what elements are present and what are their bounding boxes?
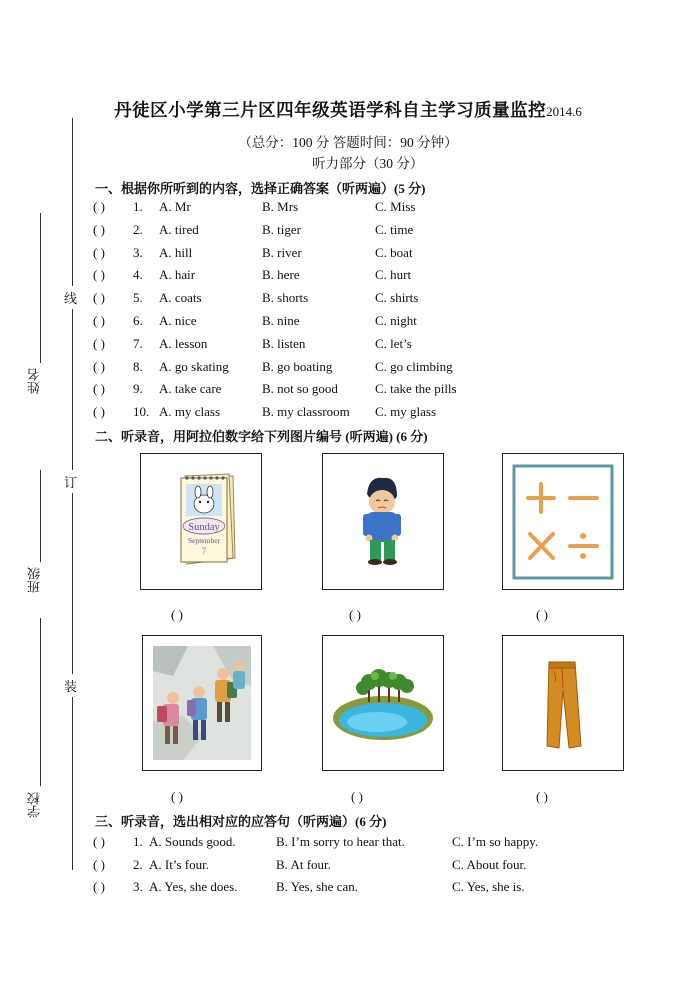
question-number: 3.	[133, 244, 143, 260]
picture-math-symbols	[502, 453, 624, 590]
option-c: C. boat	[375, 244, 413, 260]
trousers-icon	[503, 636, 623, 770]
option-c: C. my glass	[375, 404, 437, 420]
option-a: A. hair	[159, 267, 196, 283]
exam-subtitle: （总分：100 分 答题时间：90 分钟）	[238, 135, 458, 150]
question-number: 5.	[133, 290, 143, 306]
option-b: B. here	[262, 267, 300, 283]
option-c: C. Yes, she is.	[452, 879, 525, 894]
section1-heading: 一、根据你所听到的内容，选择正确答案（听两遍）(5 分)	[95, 181, 426, 196]
option-a: A. my class	[159, 404, 221, 420]
calendar-month: September	[187, 536, 221, 545]
option-b: B. my classroom	[262, 404, 350, 420]
option-c: C. About four.	[452, 856, 527, 872]
option-c: C. night	[375, 313, 417, 328]
option-a: A. take care	[159, 381, 222, 397]
section2-heading: 二、听录音，用阿拉伯数字给下列图片编号 (听两遍) (6 分)	[95, 429, 428, 444]
option-b: B. shorts	[262, 290, 309, 306]
option-c: C. I’m so happy.	[452, 834, 539, 849]
exam-date: 2014.6	[546, 104, 582, 119]
option-a: A. coats	[159, 290, 202, 306]
option-c: C. time	[375, 221, 414, 237]
picture-trousers	[502, 635, 624, 771]
calendar-date: 7	[201, 546, 207, 556]
answer-blank-p5[interactable]: ( )	[351, 789, 363, 804]
question-number: 1.	[133, 834, 143, 849]
calendar-day: Sunday	[188, 522, 220, 533]
answer-blank[interactable]: ( )	[93, 199, 105, 214]
math-symbols-icon	[503, 454, 623, 589]
question-number: 8.	[133, 358, 143, 374]
question-number: 6.	[133, 313, 143, 328]
answer-blank[interactable]: ( )	[93, 856, 105, 872]
answer-blank[interactable]: ( )	[93, 221, 105, 237]
option-c: C. go climbing	[375, 358, 453, 374]
question-number: 1.	[133, 199, 143, 214]
option-b: B. At four.	[276, 856, 331, 872]
answer-blank[interactable]: ( )	[93, 267, 105, 283]
option-a: A. Mr	[159, 199, 191, 214]
answer-blank[interactable]: ( )	[93, 358, 105, 374]
picture-hikers	[142, 635, 262, 771]
answer-blank-p6[interactable]: ( )	[536, 789, 548, 804]
hikers-icon	[143, 636, 261, 770]
option-a: A. hill	[159, 244, 193, 260]
answer-blank[interactable]: ( )	[93, 335, 105, 351]
answer-blank-p4[interactable]: ( )	[171, 789, 183, 804]
exam-title	[0, 97, 696, 122]
name-label: 姓名	[27, 368, 42, 394]
option-b: B. river	[262, 244, 302, 260]
answer-blank[interactable]: ( )	[93, 244, 105, 260]
picture-lake	[322, 635, 444, 771]
option-b: B. I’m sorry to hear that.	[276, 834, 405, 849]
answer-blank[interactable]: ( )	[93, 879, 105, 894]
question-number: 4.	[133, 267, 143, 283]
binding-line	[72, 118, 73, 870]
option-b: B. tiger	[262, 221, 301, 237]
question-number: 3.	[133, 879, 143, 894]
answer-blank[interactable]: ( )	[93, 834, 105, 849]
question-number: 7.	[133, 335, 143, 351]
answer-blank[interactable]: ( )	[93, 381, 105, 397]
question-number: 10.	[133, 404, 150, 420]
sick-boy-icon	[323, 454, 443, 589]
school-field-line	[40, 618, 41, 786]
picture-sick-boy	[322, 453, 444, 590]
option-a: A. Sounds good.	[149, 834, 236, 849]
option-c: C. take the pills	[375, 381, 457, 397]
option-c: C. shirts	[375, 290, 419, 306]
option-b: B. nine	[262, 313, 300, 328]
option-a: A. lesson	[159, 335, 208, 351]
answer-blank[interactable]: ( )	[93, 313, 105, 328]
option-a: A. go skating	[159, 358, 229, 374]
answer-blank[interactable]: ( )	[93, 404, 105, 420]
listening-part-label: 听力部分（30 分）	[312, 156, 424, 171]
option-c: C. let’s	[375, 335, 412, 351]
picture-calendar	[140, 453, 262, 590]
option-a: A. It’s four.	[149, 856, 209, 872]
answer-blank-p2[interactable]: ( )	[349, 607, 361, 622]
question-number: 2.	[133, 856, 143, 872]
bind-char-line: 线	[64, 286, 77, 309]
option-b: B. not so good	[262, 381, 338, 397]
name-field-line	[40, 213, 41, 363]
question-number: 2.	[133, 221, 143, 237]
title-text: 丹徒区小学第三片区四年级英语学科自主学习质量监控	[114, 100, 547, 120]
bind-char-bind: 装	[64, 674, 77, 697]
bind-char-order: 订	[64, 470, 77, 493]
option-c: C. hurt	[375, 267, 412, 283]
answer-blank[interactable]: ( )	[93, 290, 105, 306]
section3-heading: 三、听录音，选出相对应的应答句（听两遍）(6 分)	[95, 814, 387, 829]
option-b: B. listen	[262, 335, 306, 351]
option-a: A. nice	[159, 313, 197, 328]
answer-blank-p3[interactable]: ( )	[536, 607, 548, 622]
class-field-line	[40, 470, 41, 562]
question-number: 9.	[133, 381, 143, 397]
option-a: A. Yes, she does.	[149, 879, 238, 894]
option-b: B. go boating	[262, 358, 333, 374]
lake-icon	[323, 636, 443, 770]
school-label: 学校	[27, 792, 42, 818]
option-b: B. Yes, she can.	[276, 879, 358, 894]
class-label: 班级	[27, 567, 42, 593]
option-c: C. Miss	[375, 199, 416, 214]
answer-blank-p1[interactable]: ( )	[171, 607, 183, 622]
option-b: B. Mrs	[262, 199, 299, 214]
calendar-icon	[141, 454, 261, 589]
option-a: A. tired	[159, 221, 199, 237]
